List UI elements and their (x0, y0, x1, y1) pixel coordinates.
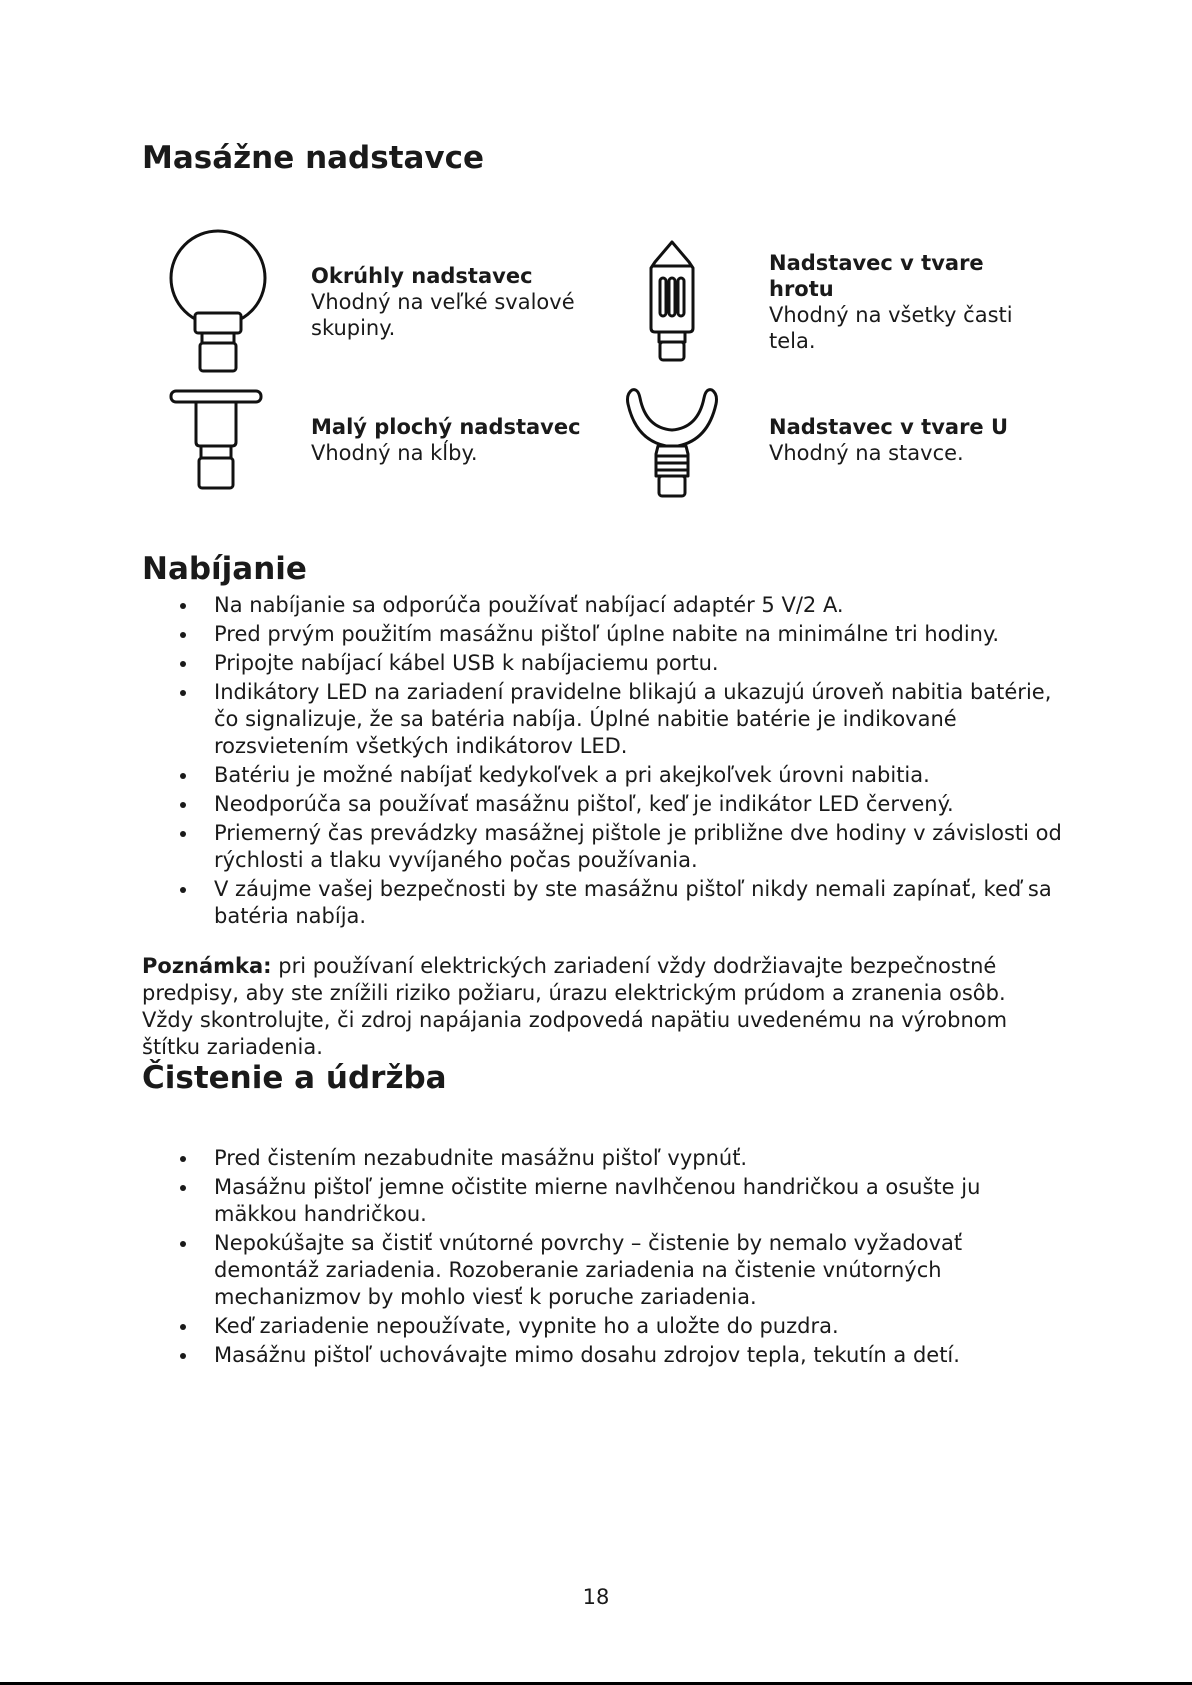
attachment-round-text (311, 263, 581, 341)
attachment-desc: Vhodný na stavce. (769, 441, 964, 465)
attachment-flat-text (311, 414, 611, 466)
safety-note (142, 953, 1062, 1061)
cleaning-list (142, 1145, 1067, 1371)
attachment-fork-text (769, 414, 1039, 466)
section-title-attachments: Masážne nadstavce (142, 140, 485, 176)
list-item: Neodporúča sa používať masážnu pištoľ, keď je indikátor LED červený. (142, 791, 1067, 818)
attachment-desc: Vhodný na veľké svalové skupiny. (311, 290, 575, 340)
list-item: Priemerný čas prevádzky masážnej pištole je približne dve hodiny v závislosti od rýchlosti a tlaku vyvíjaného počas používania. (142, 820, 1067, 874)
list-item: Na nabíjanie sa odporúča používať nabíjací adaptér 5 V/2 A. (142, 592, 1067, 619)
list-item: Masážnu pištoľ uchovávajte mimo dosahu zdrojov tepla, tekutín a detí. (142, 1342, 1067, 1369)
list-item: Nepokúšajte sa čistiť vnútorné povrchy – čistenie by nemalo vyžadovať demontáž zariadenia. Rozoberanie zariadenia na čistenie vnútorných mechanizmov by mohlo viesť k poruche zariadenia. (142, 1230, 1067, 1311)
attachment-name: Okrúhly nadstavec (311, 264, 533, 288)
fork-attachment-icon (624, 384, 720, 498)
flat-attachment-icon (168, 388, 264, 493)
list-item: Pripojte nabíjací kábel USB k nabíjaciemu portu. (142, 650, 1067, 677)
round-attachment-icon (168, 230, 268, 375)
list-item: Indikátory LED na zariadení pravidelne blikajú a ukazujú úroveň nabitia batérie, čo signalizuje, že sa batéria nabíja. Úplné nabitie batérie je indikované rozsvietením všetkých indikátorov LED. (142, 679, 1067, 760)
section-title-charging: Nabíjanie (142, 551, 307, 587)
note-label: Poznámka: (142, 954, 272, 978)
attachment-name: Nadstavec v tvare hrotu (769, 251, 984, 301)
list-item: Keď zariadenie nepoužívate, vypnite ho a uložte do puzdra. (142, 1313, 1067, 1340)
attachment-desc: Vhodný na všetky časti tela. (769, 303, 1013, 353)
list-item: Pred prvým použitím masážnu pištoľ úplne nabite na minimálne tri hodiny. (142, 621, 1067, 648)
list-item: Masážnu pištoľ jemne očistite mierne navlhčenou handričkou a osušte ju mäkkou handričkou. (142, 1174, 1067, 1228)
list-item: V záujme vašej bezpečnosti by ste masážnu pištoľ nikdy nemali zapínať, keď sa batéria nabíja. (142, 876, 1067, 930)
section-title-cleaning: Čistenie a údržba (142, 1060, 447, 1096)
bullet-attachment-icon (647, 240, 697, 362)
page-number: 18 (582, 1585, 610, 1609)
charging-list (142, 592, 1067, 932)
list-item: Pred čistením nezabudnite masážnu pištoľ vypnúť. (142, 1145, 1067, 1172)
attachment-desc: Vhodný na kĺby. (311, 441, 478, 465)
note-text: pri používaní elektrických zariadení vždy dodržiavajte bezpečnostné predpisy, aby ste znížili riziko požiaru, úrazu elektrickým prúdom a zranenia osôb. Vždy skontrolujte, či zdroj napájania zodpovedá napätiu uvedenému na výrobnom štítku zariadenia. (142, 954, 1008, 1059)
attachment-name: Nadstavec v tvare U (769, 415, 1009, 439)
list-item: Batériu je možné nabíjať kedykoľvek a pri akejkoľvek úrovni nabitia. (142, 762, 1067, 789)
attachment-name: Malý plochý nadstavec (311, 415, 581, 439)
attachment-bullet-text (769, 250, 1039, 354)
